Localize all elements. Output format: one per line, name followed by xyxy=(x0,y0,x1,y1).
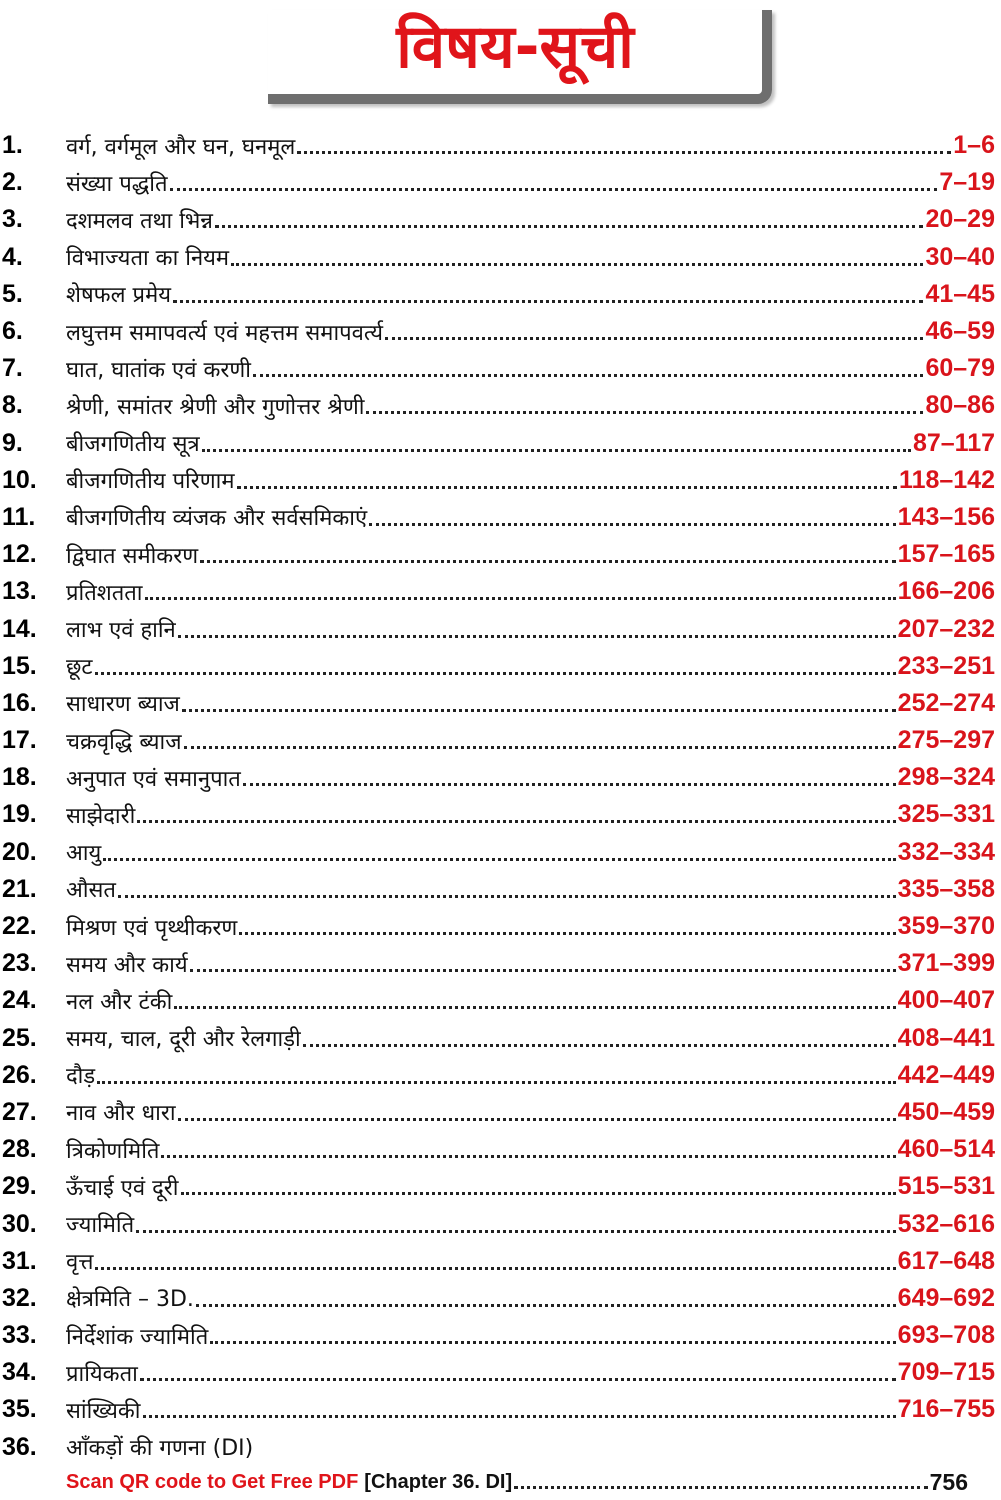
toc-number: 25. xyxy=(2,1023,37,1052)
dot-leader xyxy=(173,300,923,303)
dot-leader xyxy=(514,1486,928,1489)
toc-page-range: 693–708 xyxy=(897,1321,995,1350)
dot-leader xyxy=(243,783,896,786)
toc-page-range: 166–206 xyxy=(897,577,995,606)
dot-leader xyxy=(174,1006,895,1009)
dot-leader xyxy=(239,932,895,935)
toc-page-range: 80–86 xyxy=(925,391,995,420)
toc-number: 16. xyxy=(2,688,37,717)
toc-row[interactable] xyxy=(0,350,1001,387)
toc-number: 20. xyxy=(2,837,37,866)
dot-leader xyxy=(170,188,938,191)
toc-page-range: 157–165 xyxy=(897,540,995,569)
toc-chapter-title: वृत्त xyxy=(66,1250,94,1276)
toc-row[interactable] xyxy=(0,573,1001,610)
toc-row[interactable] xyxy=(0,908,1001,945)
dot-leader xyxy=(161,1155,895,1158)
toc-number: 14. xyxy=(2,614,37,643)
toc-number: 19. xyxy=(2,800,37,829)
toc-number: 4. xyxy=(2,242,23,271)
toc-row[interactable] xyxy=(0,1280,1001,1317)
toc-number: 18. xyxy=(2,763,37,792)
toc-row[interactable] xyxy=(0,499,1001,536)
toc-chapter-title: अनुपात एवं समानुपात xyxy=(66,766,241,792)
toc-page-range: 649–692 xyxy=(897,1283,995,1312)
toc-number: 36. xyxy=(2,1432,37,1461)
dot-leader xyxy=(178,1118,896,1121)
toc-page-range: 359–370 xyxy=(897,912,995,941)
toc-page-range: 408–441 xyxy=(897,1023,995,1052)
toc-chapter-title: लघुत्तम समापवर्त्य एवं महत्तम समापवर्त्य xyxy=(66,320,384,346)
toc-row[interactable] xyxy=(0,1020,1001,1057)
toc-chapter-title: साधारण ब्याज xyxy=(66,692,180,718)
toc-page-range: 143–156 xyxy=(897,502,995,531)
dot-leader xyxy=(210,1341,895,1344)
toc-row[interactable] xyxy=(0,945,1001,982)
toc-chapter-title: सांख्यिकी xyxy=(66,1398,141,1424)
toc-chapter-title: वर्ग, वर्गमूल और घन, घनमूल xyxy=(66,134,296,160)
toc-chapter-title: संख्या पद्धति xyxy=(66,171,168,197)
toc-row[interactable] xyxy=(0,648,1001,685)
toc-chapter-title: शेषफल प्रमेय xyxy=(66,283,171,309)
dot-leader xyxy=(137,820,895,823)
toc-chapter-title: मिश्रण एवं पृथ्थीकरण xyxy=(66,915,238,941)
toc-number: 28. xyxy=(2,1135,37,1164)
toc-chapter-title: बीजगणितीय सूत्र xyxy=(66,432,200,458)
toc-number: 33. xyxy=(2,1321,37,1350)
dot-leader xyxy=(182,709,896,712)
toc-number: 34. xyxy=(2,1358,37,1387)
toc-number: 30. xyxy=(2,1209,37,1238)
toc-row[interactable] xyxy=(0,462,1001,499)
toc-number: 10. xyxy=(2,465,37,494)
toc-number: 6. xyxy=(2,317,23,346)
toc-chapter-title: श्रेणी, समांतर श्रेणी और गुणोत्तर श्रेणी xyxy=(66,394,365,420)
toc-number: 11. xyxy=(2,502,36,531)
table-of-contents xyxy=(0,127,1001,1466)
toc-chapter-title: ज्यामिति xyxy=(66,1213,135,1239)
toc-page-range: 460–514 xyxy=(897,1135,995,1164)
toc-page-range: 332–334 xyxy=(897,837,995,866)
toc-number: 23. xyxy=(2,949,37,978)
toc-row[interactable] xyxy=(0,685,1001,722)
dot-leader xyxy=(202,449,911,452)
toc-number: 27. xyxy=(2,1097,37,1126)
toc-number: 13. xyxy=(2,577,37,606)
title-box xyxy=(268,10,770,102)
toc-chapter-title: द्विघात समीकरण xyxy=(66,543,199,569)
toc-row[interactable] xyxy=(0,834,1001,871)
toc-chapter-title: साझेदारी xyxy=(66,803,136,829)
toc-page-range: 1–6 xyxy=(953,131,995,160)
toc-page-range: 709–715 xyxy=(897,1358,995,1387)
toc-chapter-title: दौड़ xyxy=(66,1064,96,1090)
toc-page-range: 335–358 xyxy=(897,874,995,903)
toc-row[interactable] xyxy=(0,1094,1001,1131)
toc-number: 29. xyxy=(2,1172,37,1201)
toc-number: 12. xyxy=(2,540,37,569)
toc-row[interactable] xyxy=(0,610,1001,647)
dot-leader xyxy=(140,1378,896,1381)
scan-qr-text: Scan QR code to Get Free PDF xyxy=(66,1470,359,1493)
scan-chapter-text: [Chapter 36. DI] xyxy=(364,1470,513,1493)
scan-page-number: 756 xyxy=(929,1468,968,1495)
dot-leader xyxy=(297,151,951,154)
toc-page-range: 41–45 xyxy=(925,279,995,308)
toc-chapter-title: विभाज्यता का नियम xyxy=(66,246,230,272)
toc-row[interactable] xyxy=(0,425,1001,462)
toc-row[interactable] xyxy=(0,1205,1001,1242)
toc-chapter-title: प्रायिकता xyxy=(66,1361,138,1387)
toc-row[interactable] xyxy=(0,1317,1001,1354)
toc-row[interactable] xyxy=(0,1057,1001,1094)
toc-page-range: 716–755 xyxy=(897,1395,995,1424)
dot-leader xyxy=(253,374,924,377)
dot-leader xyxy=(231,263,923,266)
toc-chapter-title: निर्देशांक ज्यामिति xyxy=(66,1324,209,1350)
toc-chapter-title: छूट xyxy=(66,655,93,681)
toc-page-range: 275–297 xyxy=(897,726,995,755)
toc-page-range: 207–232 xyxy=(897,614,995,643)
toc-number: 31. xyxy=(2,1246,37,1275)
toc-page-range: 233–251 xyxy=(897,651,995,680)
toc-page-range: 30–40 xyxy=(925,242,995,271)
toc-chapter-title: नाव और धारा xyxy=(66,1101,176,1127)
dot-leader xyxy=(303,1044,896,1047)
toc-chapter-title: लाभ एवं हानि xyxy=(66,618,176,644)
toc-number: 35. xyxy=(2,1395,37,1424)
toc-page-range: 371–399 xyxy=(897,949,995,978)
toc-number: 21. xyxy=(2,874,37,903)
toc-row[interactable] xyxy=(0,239,1001,276)
toc-chapter-title: औसत xyxy=(66,878,116,904)
toc-row[interactable] xyxy=(0,1168,1001,1205)
dot-leader xyxy=(366,411,923,414)
dot-leader xyxy=(385,337,923,340)
toc-row[interactable] xyxy=(0,127,1001,164)
toc-page-range: 532–616 xyxy=(897,1209,995,1238)
scan-qr-line xyxy=(66,1466,968,1498)
dot-leader xyxy=(178,635,896,638)
toc-number: 15. xyxy=(2,651,37,680)
dot-leader xyxy=(215,225,924,228)
toc-number: 7. xyxy=(2,354,23,383)
toc-row[interactable] xyxy=(0,1131,1001,1168)
dot-leader xyxy=(103,858,895,861)
toc-chapter-title: प्रतिशतता xyxy=(66,580,143,606)
dot-leader xyxy=(237,486,898,489)
toc-chapter-title: समय और कार्य xyxy=(66,952,188,978)
dot-leader xyxy=(196,1304,896,1307)
toc-chapter-title: ऊँचाई एवं दूरी xyxy=(66,1175,179,1201)
toc-number: 2. xyxy=(2,168,23,197)
toc-page-range: 46–59 xyxy=(925,317,995,346)
toc-page-range: 617–648 xyxy=(897,1246,995,1275)
toc-number: 3. xyxy=(2,205,23,234)
toc-chapter-title: चक्रवृद्धि ब्याज xyxy=(66,729,182,755)
toc-chapter-title: नल और टंकी xyxy=(66,989,173,1015)
dot-leader xyxy=(95,672,896,675)
dot-leader xyxy=(95,1267,895,1270)
toc-chapter-title: समय, चाल, दूरी और रेलगाड़ी xyxy=(66,1027,301,1053)
dot-leader xyxy=(184,746,896,749)
toc-chapter-title: क्षेत्रमिति – 3D. xyxy=(66,1287,194,1313)
toc-chapter-title: आँकड़ों की गणना (DI) xyxy=(66,1436,254,1462)
toc-page-range: 20–29 xyxy=(925,205,995,234)
toc-row[interactable] xyxy=(0,387,1001,424)
toc-page-range: 400–407 xyxy=(897,986,995,1015)
page-title: विषय-सूची xyxy=(396,12,634,82)
toc-row[interactable] xyxy=(0,276,1001,313)
dot-leader xyxy=(136,1230,896,1233)
toc-number: 24. xyxy=(2,986,37,1015)
toc-row[interactable] xyxy=(0,722,1001,759)
toc-page-range: 87–117 xyxy=(912,428,995,457)
toc-row[interactable] xyxy=(0,759,1001,796)
toc-number: 17. xyxy=(2,726,37,755)
toc-page-range: 7–19 xyxy=(939,168,995,197)
toc-page-range: 298–324 xyxy=(897,763,995,792)
dot-leader xyxy=(369,523,896,526)
toc-row[interactable] xyxy=(0,1354,1001,1391)
toc-number: 8. xyxy=(2,391,23,420)
toc-number: 9. xyxy=(2,428,23,457)
toc-chapter-title: बीजगणितीय व्यंजक और सर्वसमिकाएं xyxy=(66,506,368,532)
toc-row[interactable] xyxy=(0,871,1001,908)
toc-number: 22. xyxy=(2,912,37,941)
toc-page-range: 60–79 xyxy=(925,354,995,383)
toc-page-range: 118–142 xyxy=(899,465,995,494)
dot-leader xyxy=(97,1081,896,1084)
toc-chapter-title: दशमलव तथा भिन्न xyxy=(66,208,213,234)
dot-leader xyxy=(181,1192,896,1195)
toc-number: 1. xyxy=(2,131,23,160)
toc-number: 32. xyxy=(2,1283,37,1312)
toc-page-range: 325–331 xyxy=(897,800,995,829)
toc-chapter-title: बीजगणितीय परिणाम xyxy=(66,469,235,495)
dot-leader xyxy=(145,597,896,600)
toc-row[interactable] xyxy=(0,796,1001,833)
dot-leader xyxy=(190,969,896,972)
toc-page-range: 450–459 xyxy=(897,1097,995,1126)
dot-leader xyxy=(143,1415,896,1418)
toc-row[interactable] xyxy=(0,1429,1001,1466)
toc-page-range: 515–531 xyxy=(897,1172,995,1201)
toc-page-range: 252–274 xyxy=(897,688,995,717)
toc-row[interactable] xyxy=(0,982,1001,1019)
dot-leader xyxy=(118,895,896,898)
toc-row[interactable] xyxy=(0,1243,1001,1280)
toc-row[interactable] xyxy=(0,536,1001,573)
toc-row[interactable] xyxy=(0,201,1001,238)
dot-leader xyxy=(200,560,896,563)
toc-chapter-title: त्रिकोणमिति xyxy=(66,1138,160,1164)
toc-row[interactable] xyxy=(0,164,1001,201)
toc-row[interactable] xyxy=(0,313,1001,350)
toc-page-range: 442–449 xyxy=(897,1060,995,1089)
toc-row[interactable] xyxy=(0,1391,1001,1428)
toc-number: 26. xyxy=(2,1060,37,1089)
toc-chapter-title: आयु xyxy=(66,841,102,867)
toc-chapter-title: घात, घातांक एवं करणी xyxy=(66,357,251,383)
toc-number: 5. xyxy=(2,279,23,308)
